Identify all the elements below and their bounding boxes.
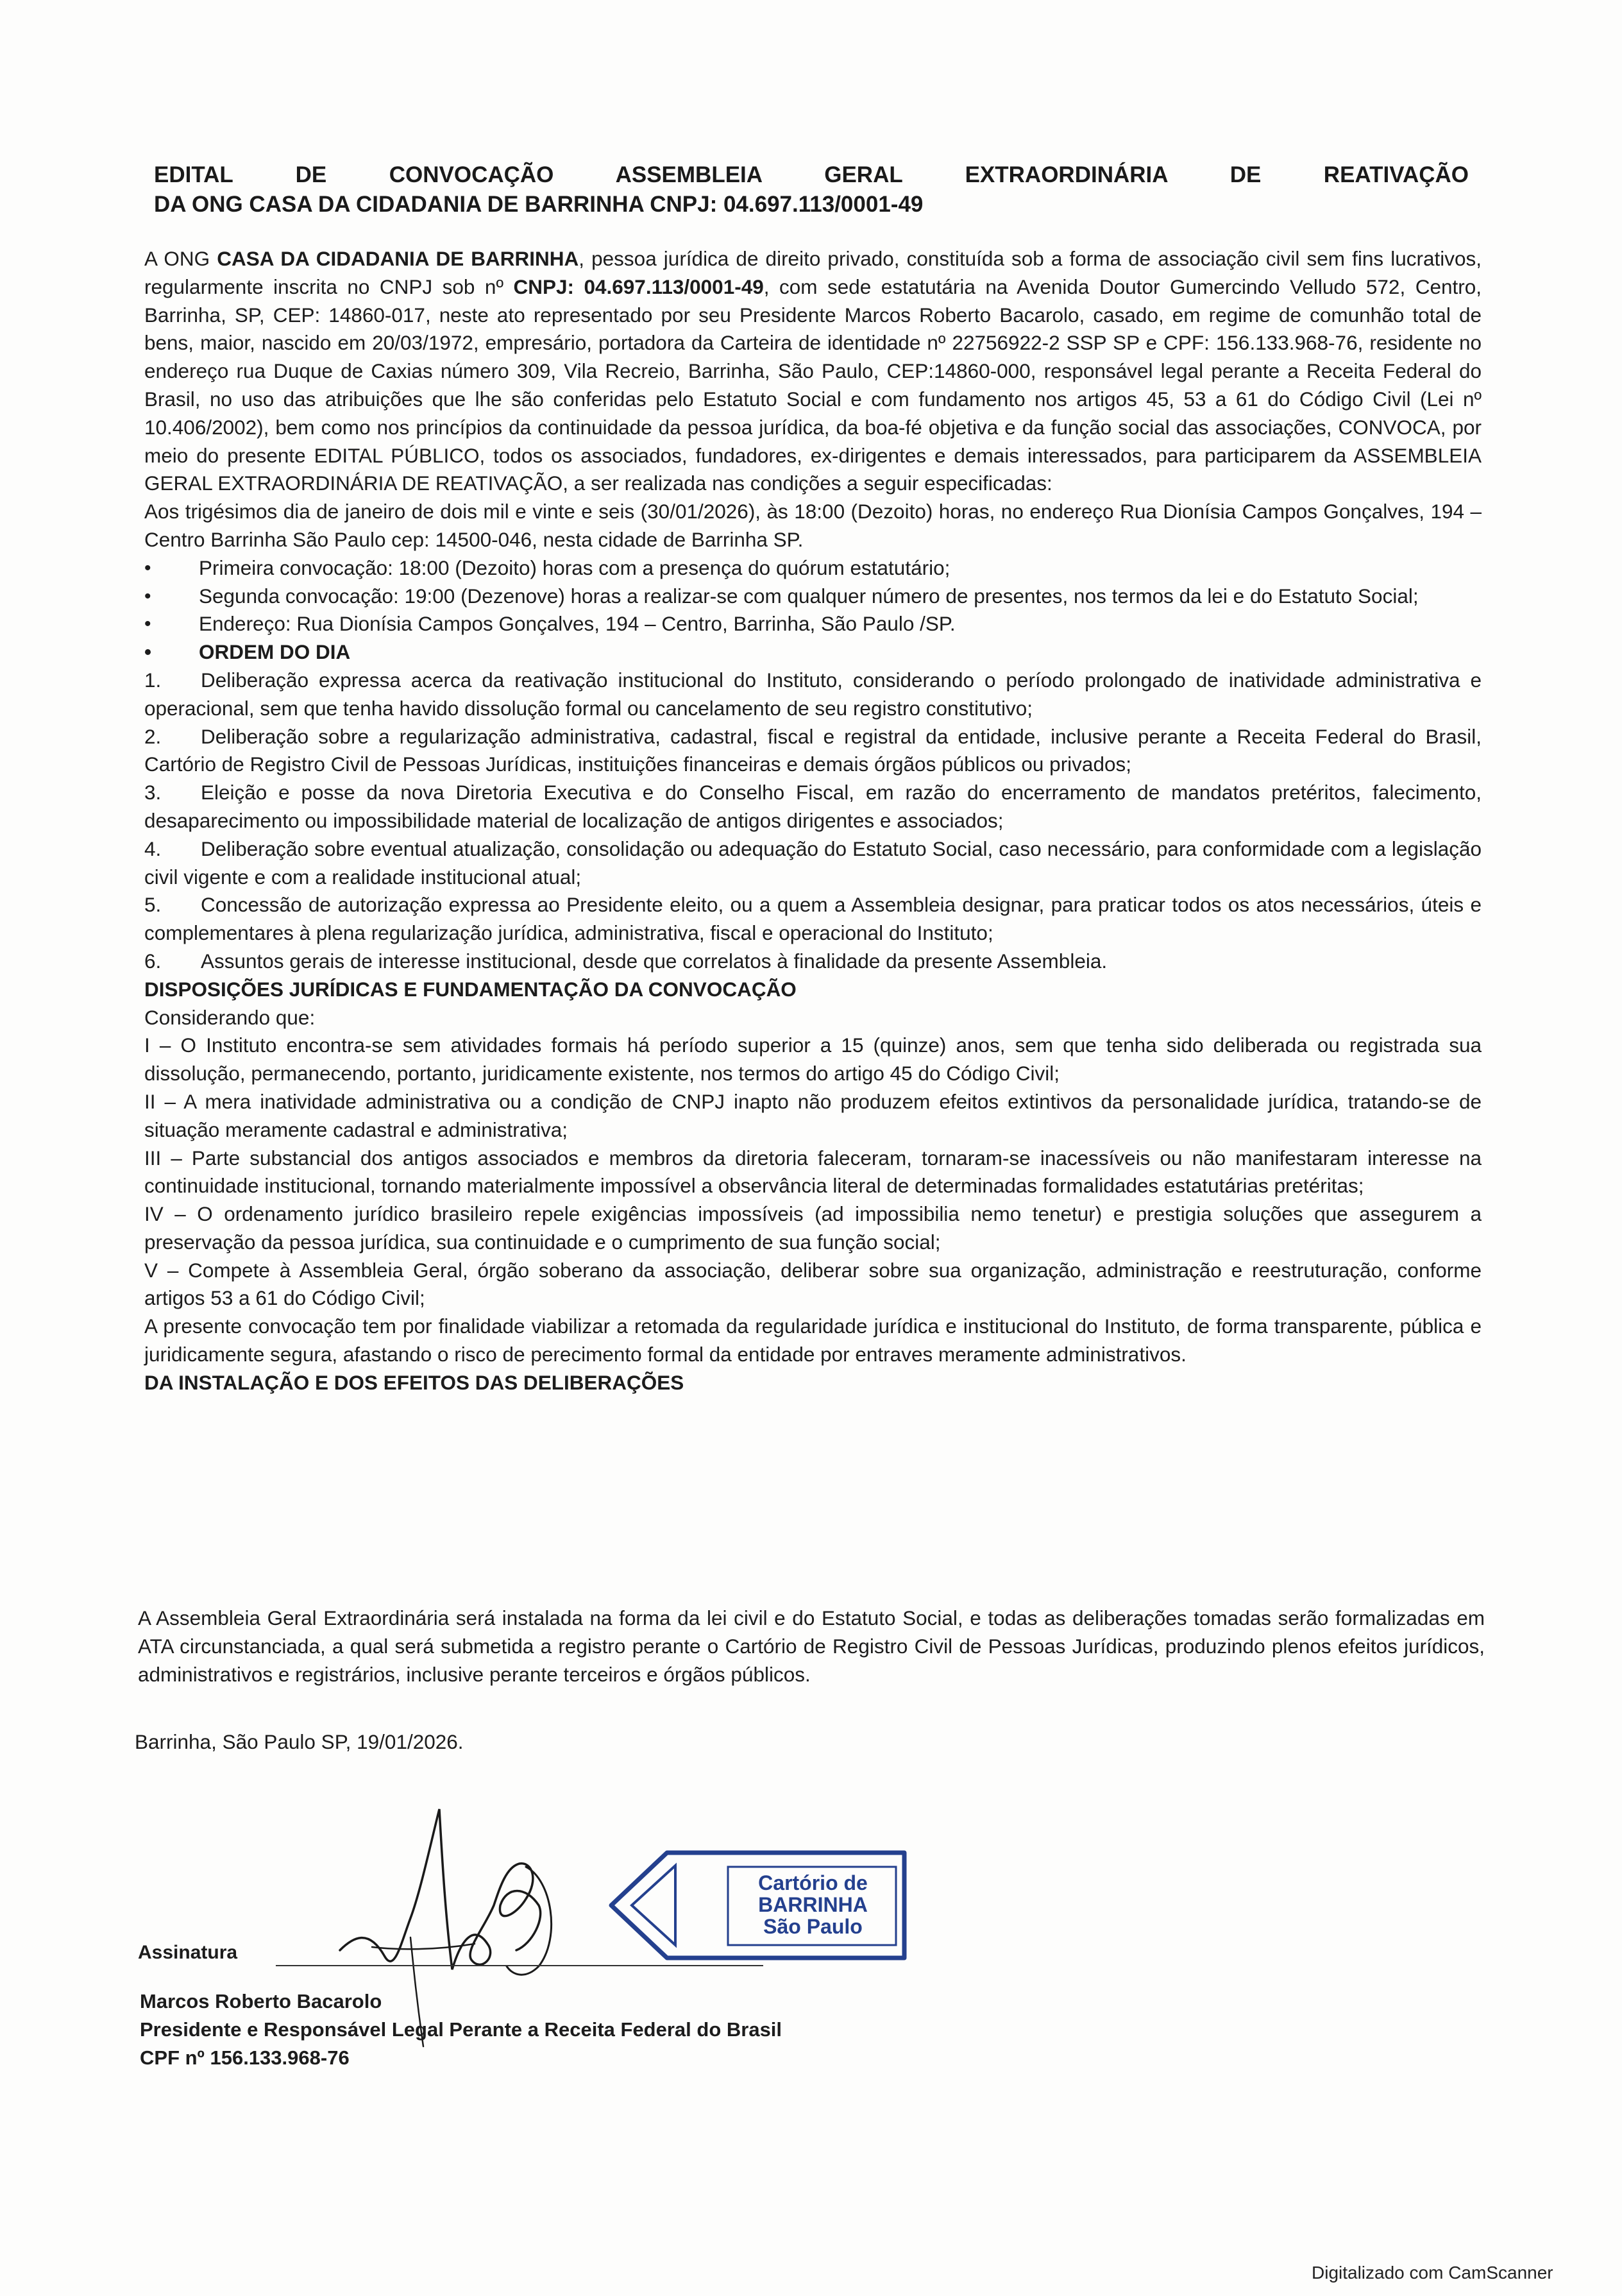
stamp-line-3: São Paulo (763, 1915, 863, 1938)
bullet-dot-icon: • (144, 613, 151, 635)
intro-text-3: , com sede estatutária na Avenida Doutor Gumercindo Velludo 572, Centro, Barrinha, SP, CEP: 14860-017, neste ato representado por seu Presidente Marcos Roberto Bacarolo, casado, em regime de comunhão total de bens, maior, nascido em 20/03/1972, empresário, portadora da Carteira de identidade nº 22756922-2 SSP SP e CPF: 156.133.968-76, residente no endereço rua Duque de Caxias número 309, Vila Recreio, Barrinha, São Paulo, CEP:14860-000, responsável legal perante a Receita Federal do Brasil, no uso das atribuições que lhe são conferidas pelo Estatuto Social e com fundamento nos artigos 45, 53 a 61 do Código Civil (Lei nº 10.406/2002), bem como nos princípios da continuidade da pessoa jurídica, da boa-fé objetiva e da função social das associações, CONVOCA, por meio do presente EDITAL PÚBLICO, todos os associados, fundadores, ex-dirigentes e demais interessados, para participarem da ASSEMBLEIA GERAL EXTRAORDINÁRIA DE REATIVAÇÃO, a ser realizada nas condições a seguir especificadas: (144, 275, 1482, 495)
install-paragraph: A Assembleia Geral Extraordinária será instalada na forma da lei civil e do Estatuto Social, e todas as deliberações tomadas serão formalizadas em ATA circunstanciada, a qual será submetida a registro perante o Cartório de Registro Civil de Pessoas Jurídicas, produzindo plenos efeitos jurídicos, administrativos e registrários, inclusive perante terceiros e órgãos públicos. (138, 1606, 1485, 1686)
legal-item: V – Compete à Assembleia Geral, órgão soberano da associação, deliberar sobre sua organização, administração e reestruturação, conforme artigos 53 a 61 do Código Civil; (144, 1258, 1482, 1310)
agenda-item-number: 2. (144, 724, 162, 748)
stamp-line-2: BARRINHA (758, 1893, 868, 1916)
intro-text-2: , pessoa jurídica de direito privado, constituída sob a forma de associação civil sem fins lucrativos, regularmente inscrita no CNPJ sob nº (144, 247, 1482, 298)
document-title (154, 160, 1469, 219)
legal-heading: DISPOSIÇÕES JURÍDICAS E FUNDAMENTAÇÃO DA CONVOCAÇÃO (144, 977, 797, 1001)
bullet-dot-icon: • (144, 557, 151, 579)
agenda-heading (144, 638, 1482, 667)
install-heading: DA INSTALAÇÃO E DOS EFEITOS DAS DELIBERAÇÕES (144, 1370, 684, 1394)
legal-intro: Considerando que: (144, 1005, 316, 1029)
agenda-item (144, 948, 1482, 976)
legal-purpose: A presente convocação tem por finalidade viabilizar a retomada da regularidade jurídica e institucional do Instituto, de forma transparente, pública e juridicamente segura, afastando o risco de perecimento formal da entidade por entraves meramente administrativos. (144, 1314, 1482, 1366)
stamp-line-1: Cartório de (758, 1871, 868, 1894)
agenda-item-text: Concessão de autorização expressa ao Presidente eleito, ou a quem a Assembleia designar, para praticar todos os atos necessários, úteis e complementares à plena regularização jurídica, administrativa, fiscal e operacional do Instituto; (144, 893, 1482, 945)
bullet-item (144, 554, 1482, 583)
agenda-item-number: 3. (144, 781, 162, 804)
agenda-item (144, 723, 1482, 779)
legal-item: IV – O ordenamento jurídico brasileiro repele exigências impossíveis (ad impossibilia nemo tenetur) e prestigia soluções que assegurem a preservação da pessoa jurídica, sua continuidade e o cumprimento de sua função social; (144, 1202, 1482, 1254)
signatory-block (140, 1987, 782, 2072)
agenda-item (144, 835, 1482, 892)
scanner-watermark: Digitalizado com CamScanner (1312, 2263, 1553, 2283)
signatory-cpf: CPF nº 156.133.968-76 (140, 2046, 350, 2069)
bullet-dot-icon: • (144, 585, 151, 607)
agenda-item-text: Deliberação sobre a regularização administrativa, cadastral, fiscal e registral da entidade, inclusive perante a Receita Federal do Brasil, Cartório de Registro Civil de Pessoas Jurídicas, instituições financeiras e demais órgãos públicos ou privados; (144, 724, 1482, 776)
title-line-2: DA ONG CASA DA CIDADANIA DE BARRINHA CNPJ: 04.697.113/0001-49 (154, 192, 924, 217)
intro-cnpj: CNPJ: 04.697.113/0001-49 (513, 275, 764, 298)
intro-paragraph (144, 245, 1482, 498)
bullet-dot-icon: • (144, 640, 152, 664)
cartorio-stamp (731, 1872, 895, 1937)
title-line-1: EDITAL DE CONVOCAÇÃO ASSEMBLEIA GERAL EXTRAORDINÁRIA DE REATIVAÇÃO (154, 162, 1469, 187)
agenda-item-text: Deliberação sobre eventual atualização, consolidação ou adequação do Estatuto Social, caso necessário, para conformidade com a legislação civil vigente e com a realidade institucional atual; (144, 837, 1482, 889)
legal-item: II – A mera inatividade administrativa ou a condição de CNPJ inapto não produzem efeitos extintivos da personalidade jurídica, tratando-se de situação meramente cadastral e administrativa; (144, 1089, 1482, 1141)
agenda-item (144, 667, 1482, 723)
signature-line (276, 1965, 763, 1966)
signatory-role: Presidente e Responsável Legal Perante a Receita Federal do Brasil (140, 2018, 782, 2041)
signatory-name: Marcos Roberto Bacarolo (140, 1990, 382, 2012)
intro-org-name: CASA DA CIDADANIA DE BARRINHA (217, 247, 579, 270)
agenda-item-number: 5. (144, 893, 162, 917)
bullet-text: Segunda convocação: 19:00 (Dezenove) horas a realizar-se com qualquer número de presentes, nos termos da lei e do Estatuto Social; (199, 584, 1419, 608)
agenda-item-text: Deliberação expressa acerca da reativação institucional do Instituto, considerando o período prolongado de inatividade administrativa e operacional, sem que tenha havido dissolução formal ou cancelamento de seu registro constitutivo; (144, 668, 1482, 720)
agenda-item-text: Assuntos gerais de interesse institucional, desde que correlatos à finalidade da presente Assembleia. (201, 949, 1108, 973)
agenda-item-number: 4. (144, 837, 162, 860)
agenda-item (144, 891, 1482, 948)
legal-item: III – Parte substancial dos antigos associados e membros da diretoria faleceram, tornaram-se inacessíveis ou não manifestaram interesse na continuidade institucional, tornando materialmente impossível a observância literal de determinadas formalidades estatutárias pretéritas; (144, 1146, 1482, 1198)
agenda-item-number: 1. (144, 668, 162, 692)
agenda-item-number: 6. (144, 949, 162, 973)
place-date: Barrinha, São Paulo SP, 19/01/2026. (135, 1730, 464, 1753)
agenda-item (144, 779, 1482, 835)
agenda-item-text: Eleição e posse da nova Diretoria Executiva e do Conselho Fiscal, em razão do encerramento de mandatos pretéritos, falecimento, desaparecimento ou impossibilidade material de localização de antigos dirigentes e associados; (144, 781, 1482, 832)
bullet-text: Endereço: Rua Dionísia Campos Gonçalves, 194 – Centro, Barrinha, São Paulo /SP. (199, 612, 956, 636)
legal-item: I – O Instituto encontra-se sem atividades formais há período superior a 15 (quinze) anos, sem que tenha sido deliberada ou registrada sua dissolução, permanecendo, portanto, juridicamente existente, nos termos do artigo 45 do Código Civil; (144, 1033, 1482, 1085)
agenda-heading-text: ORDEM DO DIA (199, 640, 351, 664)
bullet-text: Primeira convocação: 18:00 (Dezoito) horas com a presença do quórum estatutário; (199, 556, 950, 579)
bullet-item (144, 610, 1482, 638)
signature-label: Assinatura (138, 1942, 238, 1963)
intro-text-1: A ONG (144, 247, 217, 270)
bullet-item (144, 583, 1482, 611)
document-body (144, 245, 1482, 1397)
date-paragraph: Aos trigésimos dia de janeiro de dois mil e vinte e seis (30/01/2026), às 18:00 (Dezoito) horas, no endereço Rua Dionísia Campos Gonçalves, 194 – Centro Barrinha São Paulo cep: 14500-046, nesta cidade de Barrinha SP. (144, 500, 1482, 551)
